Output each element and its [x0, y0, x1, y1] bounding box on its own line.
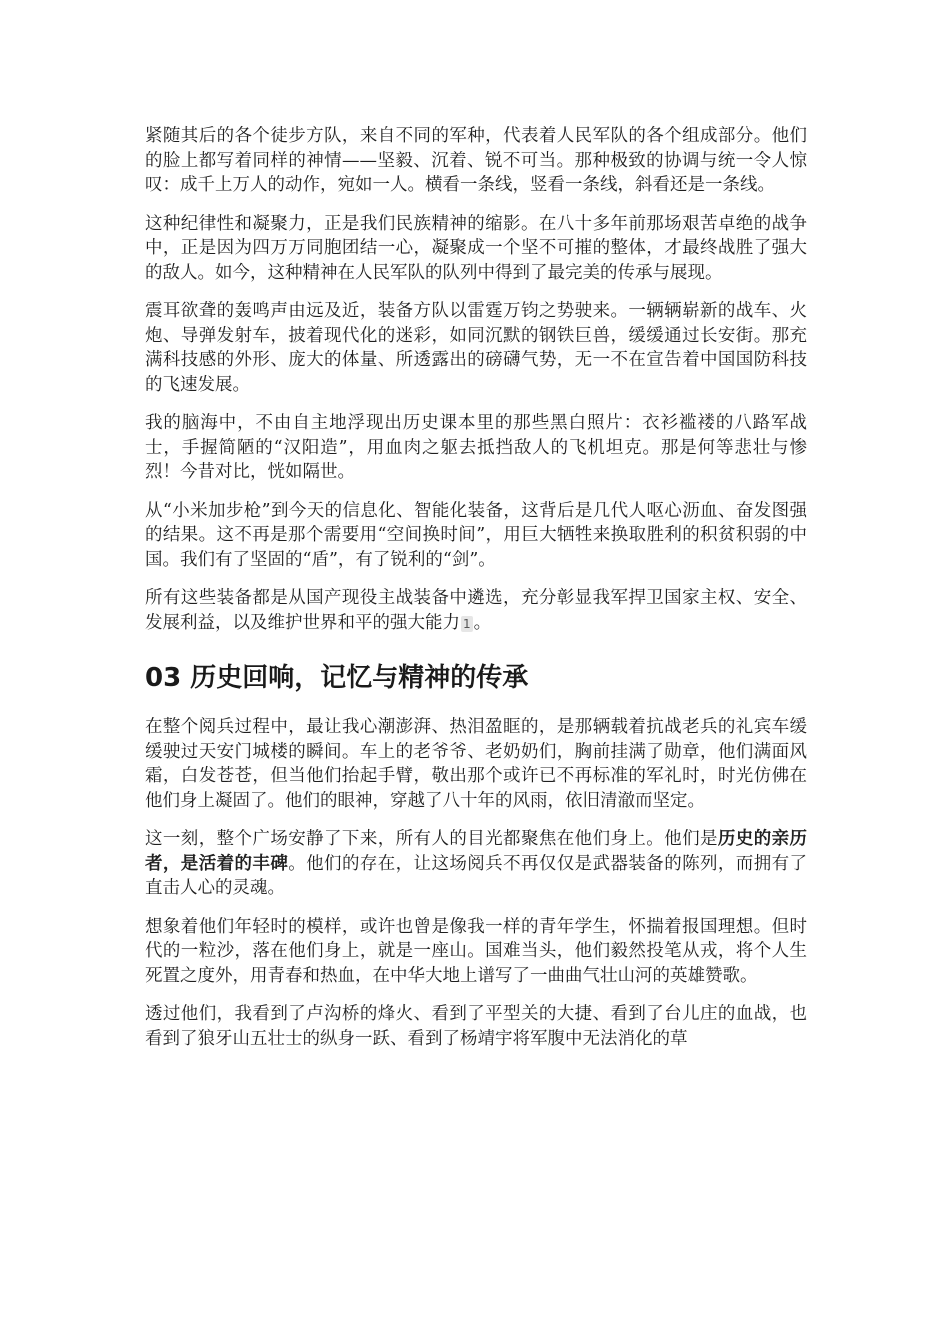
paragraph-veterans: 在整个阅兵过程中，最让我心潮澎湃、热泪盈眶的，是那辆载着抗战老兵的礼宾车缓缓驶过天安门城楼的瞬间。车上的老爷爷、老奶奶们，胸前挂满了勋章，他们满面风霜，白发苍苍，但当他们抬起手臂，敬出那个或许已不再标准的军礼时，时光仿佛在他们身上凝固了。他们的眼神，穿越了八十年的风雨，依旧清澈而坚定。	[145, 717, 807, 811]
paragraph-modernization: 从“小米加步枪”到今天的信息化、智能化装备，这背后是几代人呕心沥血、奋发图强的结果。这不再是那个需要用“空间换时间”，用巨大牺牲来换取胜利的积贫积弱的中国。我们有了坚固的“盾”，有了锐利的“剑”。	[145, 500, 807, 570]
equipment-text-end: 。	[473, 612, 492, 633]
paragraph-foot-squads: 紧随其后的各个徒步方队，来自不同的军种，代表着人民军队的各个组成部分。他们的脸上都写着同样的神情——坚毅、沉着、锐不可当。那种极致的协调与统一令人惊叹：成千上万人的动作，宛如一人。横看一条线，竖看一条线，斜看还是一条线。	[145, 126, 807, 195]
equipment-text: 所有这些装备都是从国产现役主战装备中遴选，充分彰显我军捍卫国家主权、安全、发展利益，以及维护世界和平的强大能力	[145, 588, 807, 633]
section-heading: 03 历史回响，记忆与精神的传承	[145, 663, 529, 693]
monument-text-before: 这一刻，整个广场安静了下来，所有人的目光都聚焦在他们身上。他们是	[145, 829, 718, 849]
paragraph-battles: 透过他们，我看到了卢沟桥的烽火、看到了平型关的大捷、看到了台儿庄的血战，也看到了狼牙山五壮士的纵身一跃、看到了杨靖宇将军腹中无法消化的草	[145, 1004, 807, 1049]
paragraph-equipment-squads: 震耳欲聋的轰鸣声由远及近，装备方队以雷霆万钧之势驶来。一辆辆崭新的战车、火炮、导弹发射车，披着现代化的迷彩，如同沉默的钢铁巨兽，缓缓通过长安街。那充满科技感的外形、庞大的体量、所透露出的磅礴气势，无一不在宣告着中国国防科技的飞速发展。	[145, 301, 807, 395]
paragraph-living-monument	[145, 827, 807, 901]
paragraph-equipment-selection	[145, 586, 807, 635]
bold-emphasis: 历史的亲历者，是活着的丰碑	[145, 829, 808, 874]
paragraph-youth: 想象着他们年轻时的模样，或许也曾是像我一样的青年学生，怀揣着报国理想。但时代的一粒沙，落在他们身上，就是一座山。国难当头，他们毅然投笔从戎，将个人生死置之度外，用青春和热血，在中华大地上谱写了一曲曲气壮山河的英雄赞歌。	[145, 916, 807, 986]
paragraph-history-photos: 我的脑海中，不由自主地浮现出历史课本里的那些黑白照片：衣衫褴褛的八路军战士，手握简陋的“汉阳造”，用血肉之躯去抵挡敌人的飞机坦克。那是何等悲壮与惨烈！今昔对比，恍如隔世。	[145, 413, 807, 482]
footnote-reference[interactable]: 1	[463, 616, 471, 631]
paragraph-discipline: 这种纪律性和凝聚力，正是我们民族精神的缩影。在八十多年前那场艰苦卓绝的战争中，正是因为四万万同胞团结一心，凝聚成一个坚不可摧的整体，才最终战胜了强大的敌人。如今，这种精神在人民军队的队列中得到了最完美的传承与展现。	[145, 213, 807, 283]
document-page	[145, 124, 807, 1065]
monument-text-after: 。他们的存在，让这场阅兵不再仅仅是武器装备的陈列，而拥有了直击人心的灵魂。	[145, 853, 808, 898]
